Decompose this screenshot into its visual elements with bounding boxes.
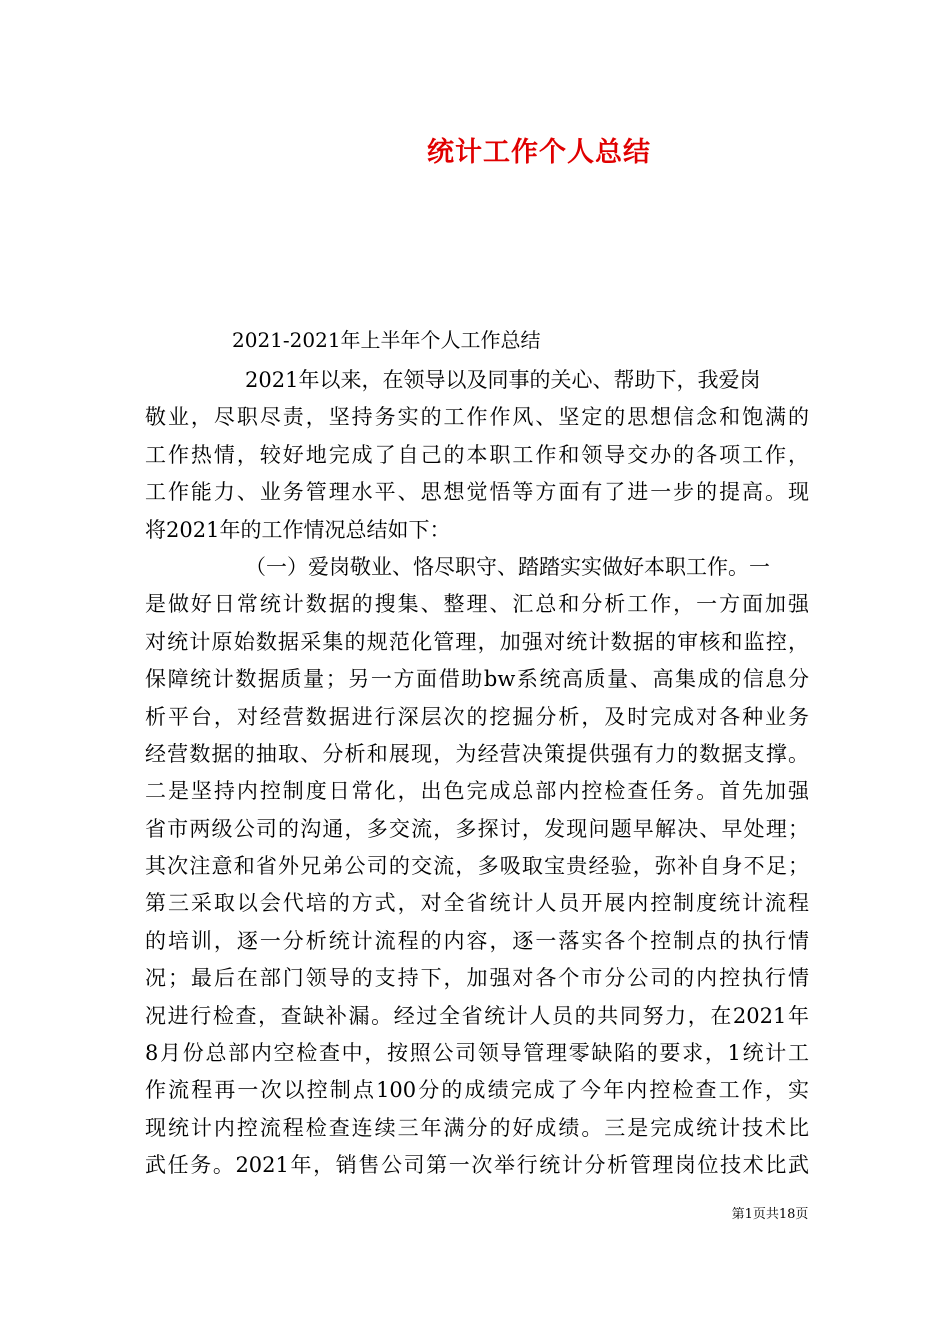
body-line: 作流程再一次以控制点100分的成绩完成了今年内控检查工作，实 [145, 1078, 809, 1103]
body-line: 2021年以来，在领导以及同事的关心、帮助下，我爱岗 [245, 368, 761, 392]
body-line: 对统计原始数据采集的规范化管理，加强对统计数据的审核和监控， [145, 629, 809, 654]
document-subtitle: 2021-2021年上半年个人工作总结 [232, 328, 541, 352]
body-line: 现统计内控流程检查连续三年满分的好成绩。三是完成统计技术比 [145, 1115, 809, 1140]
body-line: 保障统计数据质量；另一方面借助bw系统高质量、高集成的信息分 [145, 667, 809, 692]
body-line: 第三采取以会代培的方式，对全省统计人员开展内控制度统计流程 [145, 891, 809, 916]
body-line: 况；最后在部门领导的支持下，加强对各个市分公司的内控执行情 [145, 966, 809, 991]
body-line: 二是坚持内控制度日常化，出色完成总部内控检查任务。首先加强 [145, 779, 809, 804]
body-line: 是做好日常统计数据的搜集、整理、汇总和分析工作，一方面加强 [145, 592, 809, 617]
body-line: 省市两级公司的沟通，多交流，多探讨，发现问题早解决、早处理； [145, 816, 809, 841]
body-line: 析平台，对经营数据进行深层次的挖掘分析，及时完成对各种业务 [145, 704, 809, 729]
body-line: （一）爱岗敬业、恪尽职守、踏踏实实做好本职工作。一 [245, 554, 770, 579]
body-line: 8月份总部内空检查中，按照公司领导管理零缺陷的要求，1统计工 [145, 1041, 809, 1066]
document-body [145, 362, 809, 1185]
body-line: 将2021年的工作情况总结如下： [145, 517, 451, 542]
body-line: 工作热情，较好地完成了自己的本职工作和领导交办的各项工作， [145, 442, 809, 467]
body-line: 武任务。2021年，销售公司第一次举行统计分析管理岗位技术比武 [145, 1153, 809, 1178]
body-line: 经营数据的抽取、分析和展现，为经营决策提供强有力的数据支撑。 [145, 741, 809, 766]
page-number: 第1页共18页 [731, 1207, 809, 1222]
document-title: 统计工作个人总结 [427, 137, 651, 168]
body-line: 的培训，逐一分析统计流程的内容，逐一落实各个控制点的执行情 [145, 928, 809, 953]
body-line: 其次注意和省外兄弟公司的交流，多吸取宝贵经验，弥补自身不足； [145, 854, 809, 879]
body-line: 工作能力、业务管理水平、思想觉悟等方面有了进一步的提高。现 [145, 480, 809, 505]
body-line: 敬业，尽职尽责，坚持务实的工作作风、坚定的思想信念和饱满的 [145, 405, 809, 430]
body-line: 况进行检查，查缺补漏。经过全省统计人员的共同努力，在2021年 [145, 1003, 809, 1028]
